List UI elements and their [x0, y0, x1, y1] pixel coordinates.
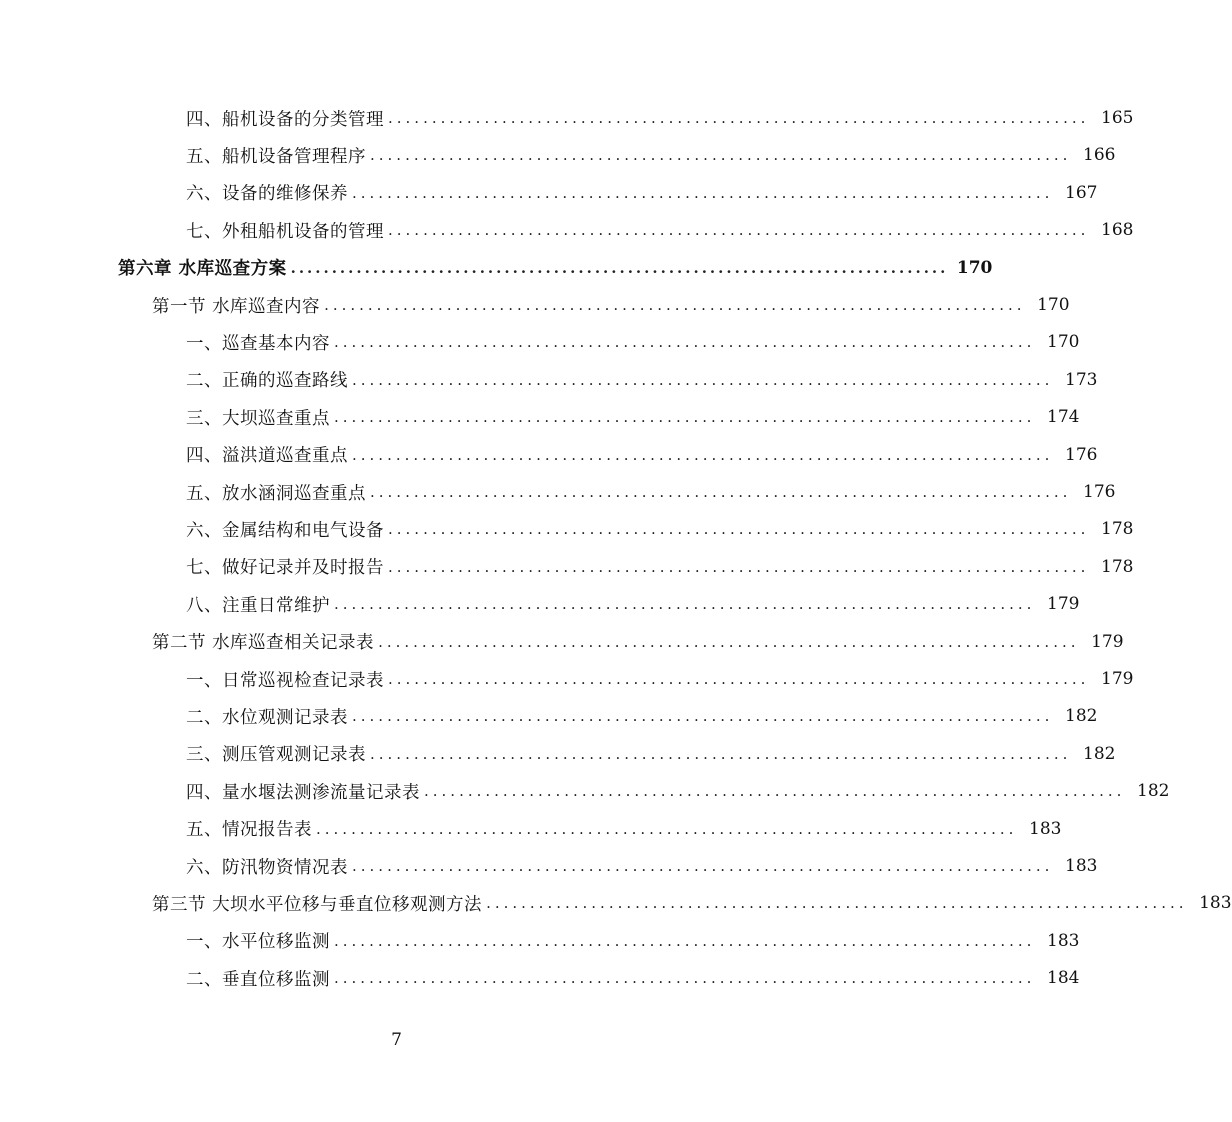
toc-dot-leader: ................................................................................	[388, 670, 1090, 688]
toc-dot-leader: ................................................................................	[334, 969, 1036, 988]
toc-item-entry[interactable]	[186, 739, 1116, 769]
toc-item-entry[interactable]	[186, 365, 1098, 395]
toc-dot-leader: ................................................................................	[388, 557, 1090, 576]
toc-entry-label: 五、船机设备管理程序	[186, 146, 366, 167]
toc-entry-label: 八、注重日常维护	[186, 595, 330, 616]
toc-entry-label: 六、金属结构和电气设备	[186, 520, 384, 541]
toc-entry-label: 一、日常巡视检查记录表	[186, 670, 384, 691]
toc-entry-label: 二、正确的巡查路线	[186, 371, 348, 392]
toc-item-entry[interactable]	[186, 701, 1098, 731]
toc-entry-label: 二、垂直位移监测	[186, 969, 330, 990]
toc-item-entry[interactable]	[186, 178, 1098, 208]
toc-dot-leader: ................................................................................	[378, 632, 1080, 651]
toc-entry-page: 174	[1047, 407, 1080, 428]
toc-entry-label: 四、量水堰法测渗流量记录表	[186, 782, 420, 803]
toc-dot-leader: ................................................................................	[370, 744, 1072, 763]
toc-dot-leader: ................................................................................	[388, 221, 1090, 240]
toc-entry-label: 六、设备的维修保养	[186, 184, 348, 205]
toc-dot-leader: ................................................................................	[290, 258, 949, 277]
toc-entry-label: 七、做好记录并及时报告	[186, 558, 384, 579]
toc-dot-leader: ................................................................................	[352, 707, 1054, 726]
page-number: 7	[391, 1030, 402, 1050]
toc-entry-page: 178	[1101, 519, 1134, 540]
toc-entry-label: 一、巡查基本内容	[186, 333, 330, 354]
toc-entry-label: 三、测压管观测记录表	[186, 745, 366, 766]
toc-item-entry[interactable]	[186, 589, 1080, 619]
toc-item-entry[interactable]	[186, 215, 1134, 245]
toc-entry-label: 四、溢洪道巡查重点	[186, 446, 348, 467]
toc-entry-page: 184	[1047, 968, 1080, 989]
toc-item-entry[interactable]	[186, 664, 1134, 694]
toc-entry-page: 170	[1037, 295, 1070, 315]
toc-dot-leader: ................................................................................	[316, 819, 1018, 838]
toc-entry-page: 183	[1047, 930, 1080, 951]
toc-entry-label: 第三节 大坝水平位移与垂直位移观测方法	[152, 894, 483, 915]
toc-dot-leader: ................................................................................	[352, 445, 1054, 464]
toc-dot-leader: ................................................................................	[388, 520, 1090, 539]
toc-item-entry[interactable]	[186, 327, 1080, 357]
toc-entry-label: 第二节 水库巡查相关记录表	[152, 633, 375, 654]
toc-entry-page: 166	[1083, 145, 1116, 166]
toc-entry-page: 176	[1065, 444, 1098, 465]
toc-entry-page: 182	[1065, 706, 1098, 727]
toc-entry-page: 176	[1083, 482, 1116, 502]
toc-item-entry[interactable]	[186, 552, 1134, 582]
toc-entry-label: 四、船机设备的分类管理	[186, 109, 384, 130]
toc-dot-leader: ................................................................................	[352, 183, 1054, 202]
toc-item-entry[interactable]	[186, 926, 1080, 956]
toc-item-entry[interactable]	[186, 140, 1116, 170]
toc-entry-page: 179	[1101, 669, 1134, 689]
toc-item-entry[interactable]	[186, 402, 1080, 432]
toc-dot-leader: ................................................................................	[352, 857, 1054, 875]
toc-entry-page: 178	[1101, 556, 1134, 577]
toc-dot-leader: ................................................................................	[334, 931, 1036, 950]
toc-entry-page: 179	[1047, 594, 1080, 615]
toc-item-entry[interactable]	[186, 514, 1134, 544]
toc-entry-page: 183	[1065, 856, 1098, 876]
toc-entry-label: 七、外租船机设备的管理	[186, 221, 384, 242]
toc-entry-label: 一、水平位移监测	[186, 932, 330, 953]
toc-item-entry[interactable]	[186, 440, 1098, 470]
toc-section-entry[interactable]	[152, 627, 1124, 657]
toc-dot-leader: ................................................................................	[334, 333, 1036, 352]
toc-entry-page: 182	[1137, 781, 1170, 802]
toc-entry-label: 五、放水涵洞巡查重点	[186, 483, 366, 504]
toc-entry-label: 第一节 水库巡查内容	[152, 296, 321, 317]
toc-dot-leader: ................................................................................	[324, 296, 1026, 314]
toc-section-entry[interactable]	[152, 290, 1070, 320]
toc-chapter-entry[interactable]	[118, 253, 993, 283]
toc-entry-page: 183	[1199, 893, 1232, 914]
toc-entry-page: 179	[1091, 631, 1124, 652]
toc-section-entry[interactable]	[152, 888, 1232, 918]
toc-entry-page: 170	[956, 257, 993, 278]
toc-item-entry[interactable]	[186, 963, 1080, 993]
toc-dot-leader: ................................................................................	[370, 483, 1072, 501]
toc-dot-leader: ................................................................................	[334, 408, 1036, 427]
toc-item-entry[interactable]	[186, 776, 1170, 806]
toc-dot-leader: ................................................................................	[352, 370, 1054, 389]
toc-item-entry[interactable]	[186, 851, 1098, 881]
toc-dot-leader: ................................................................................	[388, 109, 1090, 127]
toc-entry-page: 183	[1029, 818, 1062, 839]
toc-entry-page: 168	[1101, 220, 1134, 241]
toc-dot-leader: ................................................................................	[424, 782, 1126, 801]
toc-entry-label: 五、情况报告表	[186, 820, 312, 841]
toc-dot-leader: ................................................................................	[486, 894, 1188, 913]
toc-entry-page: 182	[1083, 743, 1116, 764]
toc-entry-page: 165	[1101, 108, 1134, 128]
toc-entry-page: 167	[1065, 182, 1098, 203]
toc-dot-leader: ................................................................................	[334, 595, 1036, 614]
toc-entry-label: 第六章 水库巡查方案	[118, 259, 287, 280]
toc-entry-label: 三、大坝巡查重点	[186, 408, 330, 429]
toc-dot-leader: ................................................................................	[370, 146, 1072, 165]
toc-entry-label: 二、水位观测记录表	[186, 707, 348, 728]
toc-entry-page: 170	[1047, 332, 1080, 353]
toc-item-entry[interactable]	[186, 103, 1134, 133]
toc-item-entry[interactable]	[186, 814, 1062, 844]
toc-entry-page: 173	[1065, 369, 1098, 390]
toc-item-entry[interactable]	[186, 477, 1116, 507]
toc-entry-label: 六、防汛物资情况表	[186, 857, 348, 878]
